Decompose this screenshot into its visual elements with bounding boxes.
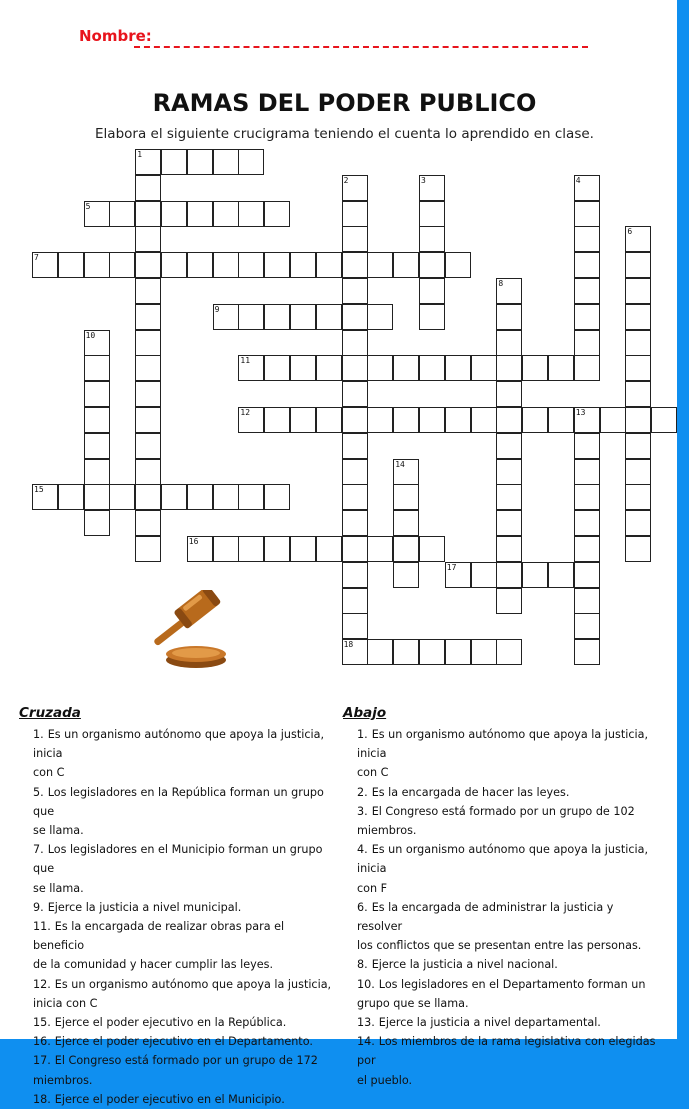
clue-number: 7. <box>33 843 44 857</box>
clue-number: 16 <box>188 537 199 546</box>
clue-number: 12. <box>33 977 51 991</box>
clue-number: 9. <box>33 900 44 914</box>
clue-number: 10 <box>85 330 96 340</box>
crossword-cell[interactable] <box>393 484 419 510</box>
crossword-cell[interactable] <box>625 536 651 562</box>
crossword-cell[interactable] <box>290 304 316 330</box>
crossword-cell[interactable] <box>135 278 161 304</box>
crossword-cell[interactable] <box>393 510 419 536</box>
crossword-cell[interactable] <box>419 304 445 330</box>
clue-continuation: grupo que se llama. <box>357 996 469 1010</box>
crossword-cell[interactable] <box>342 278 368 304</box>
clue-item <box>357 840 657 878</box>
crossword-cell[interactable] <box>496 407 522 433</box>
crossword-cell[interactable] <box>496 381 522 407</box>
crossword-cell[interactable] <box>161 149 187 175</box>
clue-continuation: con F <box>357 881 388 895</box>
crossword-cell[interactable] <box>84 484 110 510</box>
crossword-cell[interactable] <box>342 433 368 459</box>
crossword-cell[interactable] <box>419 355 445 381</box>
crossword-cell[interactable] <box>574 304 600 330</box>
crossword-cell[interactable] <box>496 355 522 381</box>
clue-text: Es un organismo autónomo que apoya la justicia, inicia <box>357 843 648 876</box>
crossword-cell[interactable] <box>342 459 368 485</box>
crossword-cell[interactable] <box>187 252 213 278</box>
crossword-cell[interactable] <box>625 278 651 304</box>
crossword-cell[interactable] <box>84 433 110 459</box>
clue-number: 18. <box>33 1092 51 1106</box>
crossword-cell[interactable] <box>84 407 110 433</box>
crossword-cell[interactable] <box>522 562 548 588</box>
crossword-cell[interactable] <box>264 252 290 278</box>
crossword-cell[interactable] <box>161 484 187 510</box>
crossword-cell[interactable] <box>135 304 161 330</box>
crossword-cell[interactable] <box>393 562 419 588</box>
crossword-cell[interactable] <box>471 355 497 381</box>
crossword-cell[interactable] <box>135 459 161 485</box>
clue-text: Es un organismo autónomo que apoya la justicia, inicia <box>33 728 324 761</box>
clue-text: Es la encargada de hacer las leyes. <box>371 785 570 799</box>
crossword-cell[interactable] <box>496 484 522 510</box>
clue-text: Los legisladores en la República forman un grupo que <box>33 785 324 818</box>
crossword-cell[interactable] <box>625 381 651 407</box>
across-heading: Cruzada <box>19 705 81 721</box>
crossword-cell[interactable] <box>342 536 368 562</box>
clue-text: Ejerce la justicia a nivel municipal. <box>47 900 242 914</box>
crossword-cell[interactable] <box>574 510 600 536</box>
crossword-cell[interactable] <box>625 407 651 433</box>
crossword-cell[interactable] <box>625 330 651 356</box>
crossword-cell[interactable] <box>290 355 316 381</box>
crossword-cell[interactable] <box>264 304 290 330</box>
crossword-cell[interactable] <box>342 330 368 356</box>
clue-number: 8 <box>498 279 504 288</box>
crossword-cell[interactable] <box>393 536 419 562</box>
crossword-cell[interactable] <box>264 407 290 433</box>
clue-text: Es la encargada de administrar la justicia y resolver <box>357 900 614 934</box>
crossword-cell[interactable] <box>574 588 600 614</box>
crossword-cell[interactable] <box>574 226 600 252</box>
clue-number: 13 <box>575 408 586 417</box>
clue-text: Ejerce el poder ejecutivo en el Departamento. <box>54 1035 313 1049</box>
crossword-cell[interactable] <box>367 355 393 381</box>
name-label: Nombre: <box>79 27 152 45</box>
crossword-cell[interactable] <box>264 355 290 381</box>
crossword-cell[interactable] <box>342 484 368 510</box>
crossword-cell[interactable] <box>290 407 316 433</box>
crossword-cell[interactable] <box>419 226 445 252</box>
clue-number: 18 <box>343 640 354 650</box>
clue-text: Ejerce el poder ejecutivo en el Municipio. <box>54 1092 285 1106</box>
crossword-cell[interactable] <box>496 510 522 536</box>
crossword-cell[interactable] <box>445 639 471 665</box>
clue-item <box>357 725 657 763</box>
crossword-cell[interactable] <box>135 175 161 201</box>
down-clue-list <box>357 725 657 1090</box>
crossword-cell[interactable] <box>238 149 264 175</box>
crossword-cell[interactable] <box>135 536 161 562</box>
crossword-cell[interactable] <box>316 252 342 278</box>
crossword-cell[interactable] <box>84 252 110 278</box>
clue-number: 8. <box>357 958 368 972</box>
crossword-cell[interactable] <box>419 278 445 304</box>
crossword-cell[interactable] <box>625 252 651 278</box>
clue-number: 2. <box>357 785 368 799</box>
crossword-cell[interactable] <box>419 536 445 562</box>
crossword-cell[interactable] <box>574 459 600 485</box>
crossword-cell[interactable] <box>84 510 110 536</box>
clue-item <box>33 840 333 878</box>
crossword-cell[interactable] <box>496 639 522 665</box>
clue-item <box>33 975 333 994</box>
gavel-icon <box>142 590 234 672</box>
crossword-cell[interactable] <box>161 252 187 278</box>
crossword-cell[interactable] <box>471 562 497 588</box>
crossword-cell[interactable] <box>393 639 419 665</box>
clue-number: 1. <box>357 728 368 741</box>
clue-number: 14. <box>357 1035 375 1049</box>
clue-item <box>357 1013 657 1032</box>
crossword-cell[interactable] <box>445 355 471 381</box>
crossword-cell[interactable] <box>496 459 522 485</box>
clue-continuation: miembros. <box>33 1073 93 1087</box>
clue-number: 1. <box>33 728 44 741</box>
clue-text: Los legisladores en el Municipio forman un grupo que <box>33 843 323 876</box>
crossword-cell[interactable] <box>84 381 110 407</box>
crossword-cell[interactable] <box>625 510 651 536</box>
crossword-cell[interactable] <box>109 201 135 227</box>
clue-text: Ejerce la justicia a nivel departamental. <box>378 1016 601 1030</box>
crossword-cell[interactable] <box>419 407 445 433</box>
crossword-cell[interactable] <box>471 639 497 665</box>
crossword-cell[interactable] <box>471 407 497 433</box>
crossword-cell[interactable] <box>238 484 264 510</box>
clue-number: 12 <box>240 408 251 417</box>
crossword-cell[interactable] <box>238 304 264 330</box>
clue-text: Ejerce el poder ejecutivo en la República. <box>54 1016 287 1030</box>
clue-item <box>33 1051 333 1070</box>
crossword-cell[interactable] <box>496 562 522 588</box>
crossword-cell[interactable] <box>419 639 445 665</box>
crossword-cell[interactable] <box>342 381 368 407</box>
clue-number: 11 <box>240 356 251 366</box>
clue-text: Es un organismo autónomo que apoya la justicia, inicia <box>357 728 648 761</box>
clue-number: 10. <box>357 977 375 991</box>
crossword-cell[interactable] <box>213 536 239 562</box>
clue-number: 6. <box>357 900 368 914</box>
crossword-cell[interactable] <box>135 355 161 381</box>
clue-number: 5 <box>85 201 91 211</box>
crossword-cell[interactable] <box>625 433 651 459</box>
crossword-cell[interactable] <box>109 484 135 510</box>
clue-item <box>357 975 657 994</box>
clue-number: 3. <box>357 804 368 818</box>
crossword-cell[interactable] <box>548 407 574 433</box>
crossword-cell[interactable] <box>264 484 290 510</box>
clue-continuation: con C <box>33 766 65 780</box>
crossword-cell[interactable] <box>213 149 239 175</box>
crossword-cell[interactable] <box>625 459 651 485</box>
crossword-cell[interactable] <box>264 201 290 227</box>
crossword-cell[interactable] <box>574 355 600 381</box>
clue-item <box>33 917 333 955</box>
crossword-cell[interactable] <box>84 355 110 381</box>
clue-number: 15. <box>33 1016 51 1030</box>
clue-number: 11. <box>33 920 51 934</box>
crossword-cell[interactable] <box>290 252 316 278</box>
crossword-cell[interactable] <box>135 381 161 407</box>
crossword-cell[interactable] <box>496 433 522 459</box>
crossword-cell[interactable] <box>238 201 264 227</box>
clue-number: 4. <box>357 843 368 857</box>
clue-item <box>33 898 333 917</box>
crossword-cell[interactable] <box>109 252 135 278</box>
crossword-cell[interactable] <box>419 252 445 278</box>
crossword-cell[interactable] <box>342 407 368 433</box>
clue-text: Ejerce la justicia a nivel nacional. <box>371 958 558 972</box>
crossword-cell[interactable] <box>135 433 161 459</box>
crossword-cell[interactable] <box>393 407 419 433</box>
crossword-cell[interactable] <box>187 484 213 510</box>
crossword-cell[interactable] <box>419 201 445 227</box>
crossword-cell[interactable] <box>574 613 600 639</box>
across-clue-list <box>33 725 333 1109</box>
crossword-cell[interactable] <box>342 588 368 614</box>
crossword-cell[interactable] <box>213 252 239 278</box>
crossword-cell[interactable] <box>135 484 161 510</box>
crossword-cell[interactable] <box>625 304 651 330</box>
clue-item <box>33 725 333 763</box>
clue-item <box>357 898 657 936</box>
crossword-cell[interactable] <box>367 252 393 278</box>
clue-item <box>33 783 333 821</box>
clue-continuation: de la comunidad y hacer cumplir las leyes. <box>33 958 274 972</box>
clue-number: 16. <box>33 1035 51 1049</box>
crossword-cell[interactable] <box>574 278 600 304</box>
clue-number: 5. <box>33 785 44 799</box>
clue-item <box>33 1013 333 1032</box>
crossword-cell[interactable] <box>574 201 600 227</box>
crossword-cell[interactable] <box>393 355 419 381</box>
crossword-cell[interactable] <box>548 355 574 381</box>
clue-continuation: se llama. <box>33 881 84 895</box>
crossword-cell[interactable] <box>393 252 419 278</box>
crossword-cell[interactable] <box>187 149 213 175</box>
crossword-cell[interactable] <box>342 252 368 278</box>
crossword-cell[interactable] <box>187 201 213 227</box>
crossword-cell[interactable] <box>548 562 574 588</box>
crossword-cell[interactable] <box>238 252 264 278</box>
clue-item <box>357 1032 657 1070</box>
crossword-cell[interactable] <box>342 510 368 536</box>
crossword-cell[interactable] <box>135 226 161 252</box>
clue-text: Es un organismo autónomo que apoya la justicia, <box>54 977 332 991</box>
crossword-cell[interactable] <box>58 484 84 510</box>
crossword-cell[interactable] <box>574 252 600 278</box>
crossword-cell[interactable] <box>213 484 239 510</box>
clue-number: 17. <box>33 1054 51 1068</box>
crossword-cell[interactable] <box>574 562 600 588</box>
crossword-cell[interactable] <box>342 613 368 639</box>
clue-text: El Congreso está formado por un grupo de 172 <box>54 1054 318 1068</box>
crossword-cell[interactable] <box>342 201 368 227</box>
crossword-cell[interactable] <box>213 201 239 227</box>
clue-number: 9 <box>214 304 220 314</box>
clue-continuation: miembros. <box>357 824 417 838</box>
crossword-cell[interactable] <box>342 355 368 381</box>
crossword-cell[interactable] <box>600 407 626 433</box>
crossword-cell[interactable] <box>574 484 600 510</box>
clue-item <box>357 955 657 974</box>
crossword-cell[interactable] <box>625 484 651 510</box>
clue-number: 14 <box>395 459 405 469</box>
crossword-cell[interactable] <box>135 201 161 227</box>
crossword-cell[interactable] <box>316 536 342 562</box>
clue-number: 13. <box>357 1016 375 1030</box>
down-heading: Abajo <box>343 705 387 721</box>
crossword-cell[interactable] <box>574 433 600 459</box>
crossword-cell[interactable] <box>161 201 187 227</box>
crossword-cell[interactable] <box>342 226 368 252</box>
clue-number: 4 <box>575 175 581 185</box>
crossword-cell[interactable] <box>316 304 342 330</box>
crossword-cell[interactable] <box>496 588 522 614</box>
clue-number: 1 <box>137 150 143 159</box>
crossword-cell[interactable] <box>135 510 161 536</box>
crossword-cell[interactable] <box>445 252 471 278</box>
clue-item <box>33 1090 333 1109</box>
clue-number: 2 <box>343 175 349 185</box>
crossword-cell[interactable] <box>342 562 368 588</box>
crossword-cell[interactable] <box>342 304 368 330</box>
clue-number: 15 <box>34 485 44 495</box>
clue-continuation: inicia con C <box>33 996 98 1010</box>
clue-continuation: se llama. <box>33 824 84 838</box>
crossword-cell[interactable] <box>135 330 161 356</box>
crossword-cell[interactable] <box>367 407 393 433</box>
crossword-cell[interactable] <box>496 330 522 356</box>
crossword-cell[interactable] <box>238 536 264 562</box>
clue-number: 17 <box>446 562 457 572</box>
crossword-cell[interactable] <box>135 252 161 278</box>
crossword-cell[interactable] <box>290 536 316 562</box>
clue-text: Los miembros de la rama legislativa con elegidas por <box>357 1035 656 1068</box>
crossword-cell[interactable] <box>522 407 548 433</box>
crossword-cell[interactable] <box>574 639 600 665</box>
instructions: Elabora el siguiente crucigrama teniendo el cuenta lo aprendido en clase. <box>95 126 594 142</box>
crossword-cell[interactable] <box>574 330 600 356</box>
clue-item <box>357 783 657 802</box>
clue-number: 3 <box>421 175 426 185</box>
crossword-cell[interactable] <box>84 459 110 485</box>
crossword-cell[interactable] <box>496 536 522 562</box>
page-title: RAMAS DEL PODER PUBLICO <box>152 89 537 117</box>
clue-number: 7 <box>34 253 39 263</box>
clue-text: Es la encargada de realizar obras para el beneficio <box>33 920 285 953</box>
crossword-cell[interactable] <box>496 304 522 330</box>
crossword-cell[interactable] <box>574 536 600 562</box>
crossword-cell[interactable] <box>367 304 393 330</box>
crossword-cell[interactable] <box>316 407 342 433</box>
clue-text: Los legisladores en el Departamento forman un <box>378 977 646 991</box>
clue-text: El Congreso está formado por un grupo de 102 <box>371 804 635 818</box>
crossword-cell[interactable] <box>316 355 342 381</box>
clue-continuation: con C <box>357 766 389 780</box>
clue-continuation: los conflictos que se presentan entre las personas. <box>357 939 642 953</box>
crossword-cell[interactable] <box>58 252 84 278</box>
crossword-cell[interactable] <box>625 355 651 381</box>
crossword-cell[interactable] <box>135 407 161 433</box>
crossword-cell[interactable] <box>264 536 290 562</box>
crossword-cell[interactable] <box>367 639 393 665</box>
clue-continuation: el pueblo. <box>357 1073 413 1087</box>
crossword-cell[interactable] <box>445 407 471 433</box>
clue-item <box>357 802 657 821</box>
crossword-cell[interactable] <box>367 536 393 562</box>
crossword-cell[interactable] <box>651 407 677 433</box>
clue-number: 6 <box>627 227 633 237</box>
crossword-cell[interactable] <box>522 355 548 381</box>
